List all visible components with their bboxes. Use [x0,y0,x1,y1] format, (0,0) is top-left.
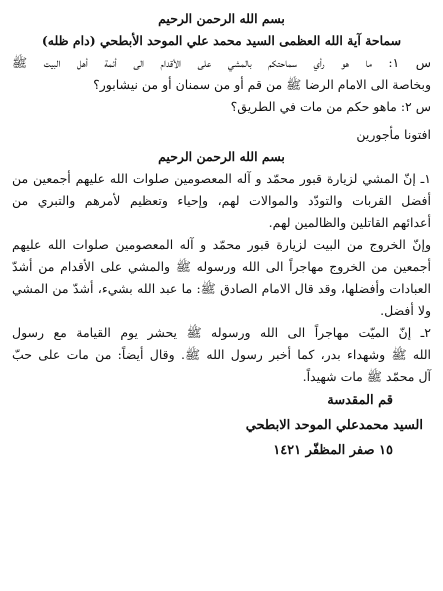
answer-3-line: ٢ـ إنّ الميّت مهاجراً الى الله ورسوله ﷺ يحشر يوم القيامة مع رسول [12,325,431,340]
signature-date: ١٥ صفر المظفّر ١٤٢١ [273,443,393,458]
signature-name: السيد محمدعلي الموحد الابطحي [245,418,423,433]
addressee-line: سماحة آية الله العظمى السيد محمد علي الموحد الأبطحي (دام ظله) [41,33,402,48]
question-basmala: بسم الله الرحمن الرحيم [158,11,285,26]
answer-3-line: الله ﷺ وشهداء بدر، كما أخبر رسول الله ﷺ. وقال أيضاً: من مات على حبّ [12,347,431,362]
answer-2-line: وإنّ الخروج من البيت لزيارة قبور محمّد و آله المعصومين صلوات الله عليهم [12,237,431,252]
answer-2-line: أجمعين من الخروج مهاجراً الى الله ورسوله ﷺ والمشي على الأقدام من أشدّ [12,259,431,274]
question-1-line: س ١: ما هو رأي سماحتكم بالمشي على الأقدام الى أئمة أهل البيت ﷺ [12,55,431,70]
answer-3-line: آل محمّد ﷺ مات شهيداً. [302,369,431,384]
answer-paragraph-2 [12,234,431,322]
question-1 [12,52,431,96]
signature-block [12,388,423,463]
answer-2-line: العبادات وأفضلها، وقد قال الامام الصادق ﷺ: ما عبد الله بشيء، أشدّ من المشي [12,281,431,296]
answer-1-line: ١ـ إنّ المشي لزيارة قبور محمّد و آله المعصومين صلوات الله عليهم أجمعين من [12,171,431,186]
signature-place: قم المقدسة [327,393,393,408]
answer-1-line: أفضل القربات والتودّد والموالات لهم، وإحياء وتعظيم لأمرهم والتبري من [12,193,431,208]
answer-1-line: أعدائهم القاتلين والظالمين لهم. [268,215,431,230]
answer-basmala: بسم الله الرحمن الرحيم [158,149,285,164]
question-1-line: وبخاصة الى الامام الرضا ﷺ من قم أو من سمنان أو من نيشابور؟ [93,77,431,92]
answer-paragraph-1 [12,168,431,234]
answer-2-line: ولا أفضل. [380,303,431,318]
request-line: افتونا مأجورين [356,127,431,142]
question-2: س ٢: ماهو حكم من مات في الطريق؟ [230,99,431,114]
answer-paragraph-3 [12,322,431,388]
